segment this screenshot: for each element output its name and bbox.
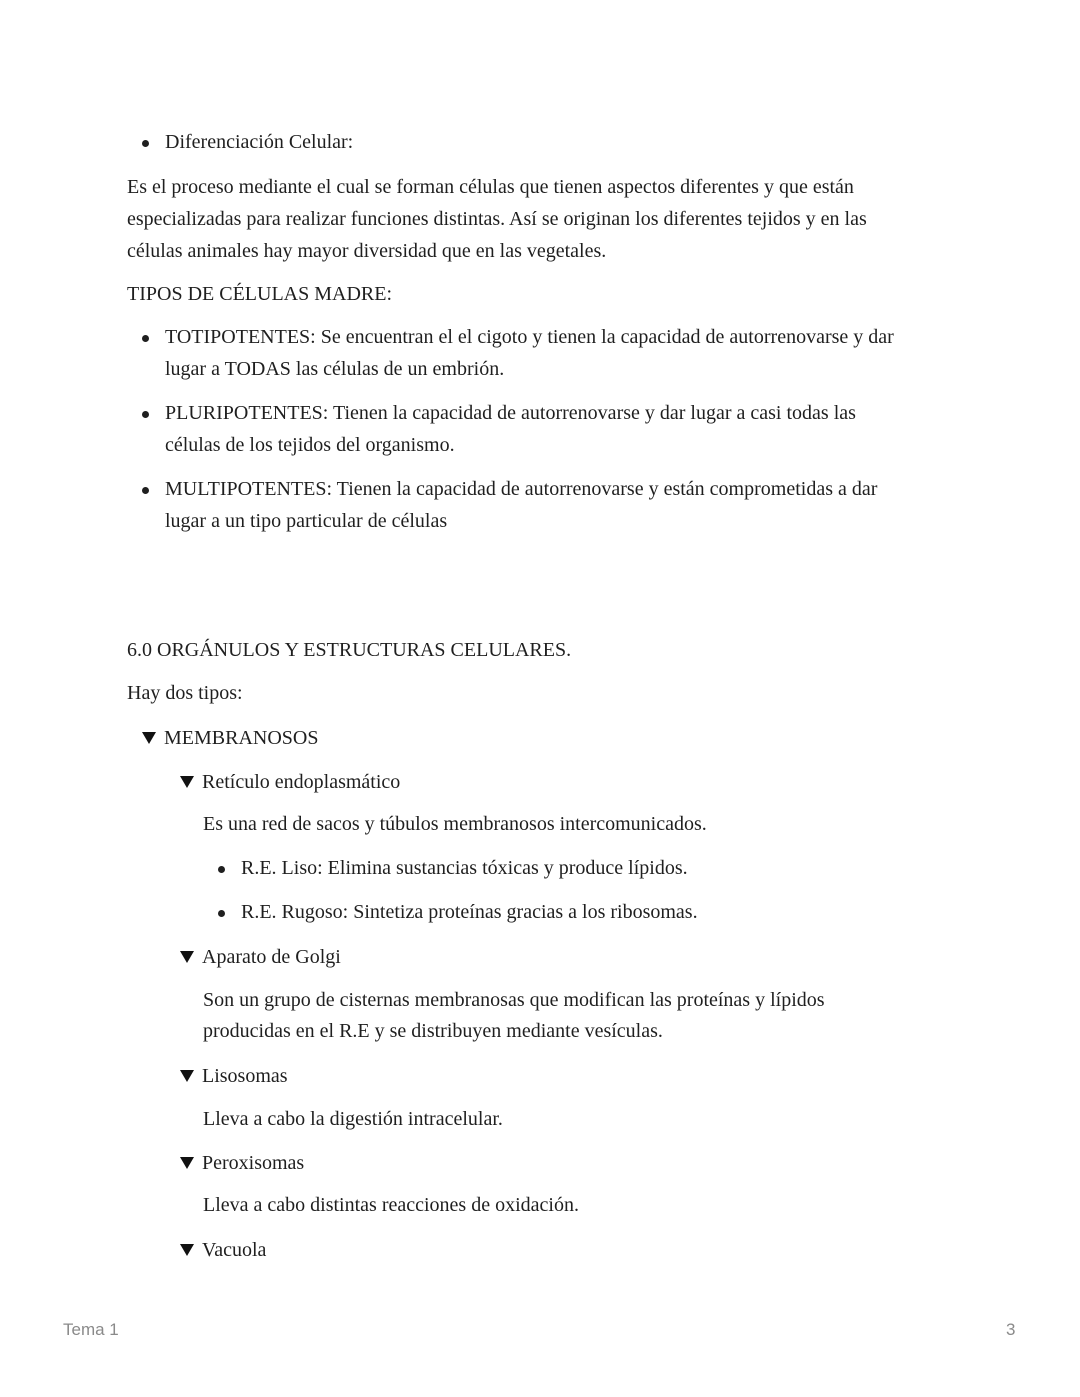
bullet-icon bbox=[142, 335, 149, 342]
multipotentes-line-1: MULTIPOTENTES: Tienen la capacidad de autorrenovarse y están comprometidas a dar bbox=[165, 478, 878, 500]
collapse-toggle-icon[interactable] bbox=[180, 1244, 194, 1256]
pluripotentes-line-1: PLURIPOTENTES: Tienen la capacidad de autorrenovarse y dar lugar a casi todas las bbox=[165, 402, 856, 424]
bullet-icon bbox=[142, 487, 149, 494]
tipos-heading: TIPOS DE CÉLULAS MADRE: bbox=[127, 283, 393, 305]
vacuola-toggle[interactable]: Vacuola bbox=[202, 1239, 267, 1261]
totipotentes-line-1: TOTIPOTENTES: Se encuentran el el cigoto y tienen la capacidad de autorrenovarse y dar bbox=[165, 326, 894, 348]
golgi-desc-2: producidas en el R.E y se distribuyen mediante vesículas. bbox=[203, 1020, 663, 1042]
collapse-toggle-icon[interactable] bbox=[180, 776, 194, 788]
bullet-icon bbox=[142, 411, 149, 418]
organulos-intro: Hay dos tipos: bbox=[127, 682, 243, 704]
organulos-heading: 6.0 ORGÁNULOS Y ESTRUCTURAS CELULARES. bbox=[127, 639, 572, 661]
multipotentes-line-2: lugar a un tipo particular de células bbox=[165, 510, 448, 532]
collapse-toggle-icon[interactable] bbox=[180, 951, 194, 963]
collapse-toggle-icon[interactable] bbox=[180, 1070, 194, 1082]
peroxisomas-desc: Lleva a cabo distintas reacciones de oxidación. bbox=[203, 1194, 579, 1216]
reticulo-desc: Es una red de sacos y túbulos membranosos intercomunicados. bbox=[203, 813, 707, 835]
lisosomas-toggle[interactable]: Lisosomas bbox=[202, 1065, 288, 1087]
diferenciacion-line-1: Es el proceso mediante el cual se forman células que tienen aspectos diferentes y que están bbox=[127, 176, 854, 198]
re-liso: R.E. Liso: Elimina sustancias tóxicas y produce lípidos. bbox=[241, 857, 688, 879]
pluripotentes-line-2: células de los tejidos del organismo. bbox=[165, 434, 455, 456]
collapse-toggle-icon[interactable] bbox=[180, 1157, 194, 1169]
totipotentes-line-2: lugar a TODAS las células de un embrión. bbox=[165, 358, 505, 380]
reticulo-toggle[interactable]: Retículo endoplasmático bbox=[202, 771, 401, 793]
bullet-icon bbox=[218, 910, 225, 917]
collapse-toggle-icon[interactable] bbox=[142, 732, 156, 744]
membranosos-toggle[interactable]: MEMBRANOSOS bbox=[164, 727, 319, 749]
bullet-icon bbox=[218, 866, 225, 873]
footer-doc-title: Tema 1 bbox=[63, 1320, 119, 1339]
footer-page-number: 3 bbox=[1006, 1320, 1016, 1339]
diferenciacion-heading: Diferenciación Celular: bbox=[165, 131, 354, 153]
diferenciacion-line-3: células animales hay mayor diversidad que en las vegetales. bbox=[127, 240, 607, 262]
lisosomas-desc: Lleva a cabo la digestión intracelular. bbox=[203, 1108, 503, 1130]
golgi-toggle[interactable]: Aparato de Golgi bbox=[202, 946, 341, 968]
bullet-icon bbox=[142, 140, 149, 147]
re-rugoso: R.E. Rugoso: Sintetiza proteínas gracias a los ribosomas. bbox=[241, 901, 698, 923]
peroxisomas-toggle[interactable]: Peroxisomas bbox=[202, 1152, 305, 1174]
diferenciacion-line-2: especializadas para realizar funciones distintas. Así se originan los diferentes tejidos y en las bbox=[127, 208, 867, 230]
golgi-desc-1: Son un grupo de cisternas membranosas que modifican las proteínas y lípidos bbox=[203, 989, 825, 1011]
